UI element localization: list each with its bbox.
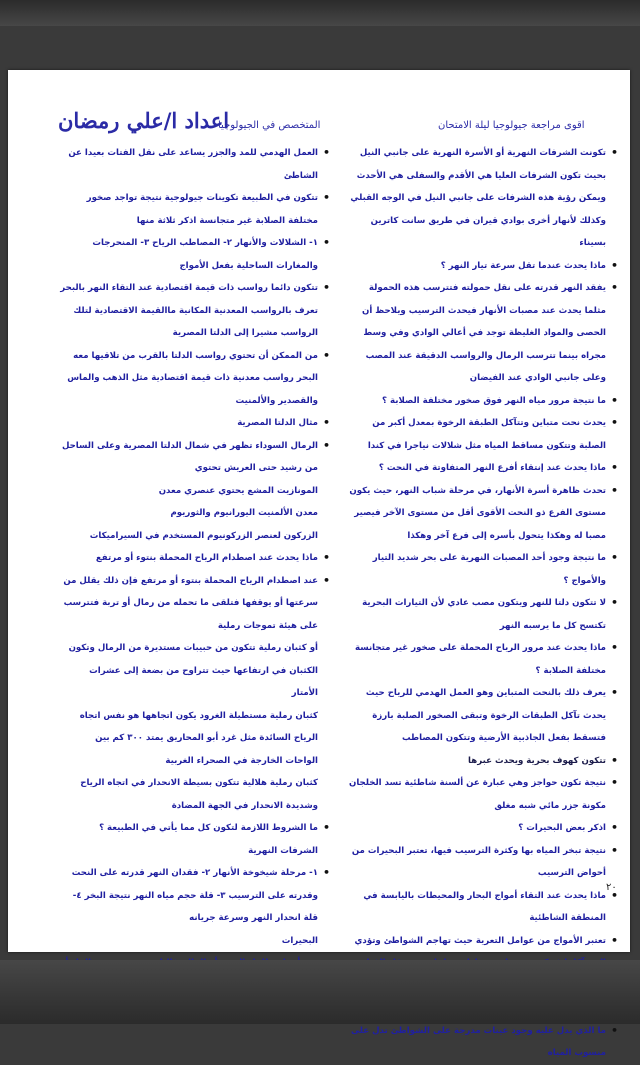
left-column <box>60 142 330 1020</box>
text-item: البحيرات <box>281 935 318 946</box>
text-item: • نتيجة تكون حواجز وهي عبارة عن ألسنة شاطئية تسد الخلجان مكونة جزر مائي شبه مغلق <box>348 772 618 817</box>
text-item: • ماذا يحدث عند اصطدام الرياح المحملة بنتوء أو مرتفع <box>60 547 330 570</box>
page-number: ٢٠ <box>606 882 617 893</box>
page-header <box>8 108 630 142</box>
text-item: • تعتبر الأمواج من عوامل التعرية حيث تهاجم الشواطئ وتؤدي <box>348 930 618 1020</box>
text-item: • العمل الهدمي للمد والجزر يساعد على نقل الفتات بعيدا عن الشاطئ <box>60 142 330 187</box>
text-item: • من الممكن أن تحتوي رواسب الدلتا بالقرب من تلاقيها معه البحر رواسب معدنية ذات قيمة اقتصادية مثل الذهب والماس والقصدير والألمنيت <box>60 345 330 413</box>
text-item: • ما نتيجة مرور مياه النهر فوق صخور مختلفة الصلابة ؟ <box>348 390 618 413</box>
text-item: • ماذا يحدث عندما تقل سرعة تيار النهر ؟ <box>348 255 618 278</box>
text-item: كثبان رملية هلالية تتكون بسيطة الانحدار في اتجاه الرياح وشديدة الانحدار في الجهة المضادة <box>80 778 318 811</box>
text-item: • الرمال السوداء تظهر في شمال الدلتا المصرية وعلى الساحل من رشيد حتى العريش تحتوي <box>60 435 330 480</box>
text-item: • ماذا يحدث عند التقاء أمواج البحار والمحيطات باليابسة في المنطقة الشاطئية <box>348 885 618 930</box>
specialist-label: المتخصص في الجيولوجيا <box>218 120 321 131</box>
text-item: • تتكون دائما رواسب ذات قيمة اقتصادية عند التقاء النهر بالبحر تعرف بالرواسب المعدنية المكانية ماالقيمة الاقتصادية لتلك الرواسب مشيرا إلى الدلتا المصرية <box>60 277 330 345</box>
text-item: • ماذا يحدث عند مرور الرياح المحملة على صخور غير متجانسة مختلفة الصلابة ؟ <box>348 637 618 682</box>
text-item: • ١- الشلالات والأنهار ٢- المصاطب الرياح ٣- المنحرجات والمغارات الساحلية بفعل الأمواج <box>60 232 330 277</box>
text-item: • تكونت الشرفات النهرية أو الأسرة النهرية على جانبي النيل بحيث تكون الشرفات العليا هي الأقدم والسفلى هي الأحدث ويمكن رؤية هذه الشرفات على جانبي النيل في الوجه القبلي وكذلك لأنهار أخرى بوادي قيران في طريق سانت كاترين بسيناء <box>348 142 618 255</box>
document-page <box>8 70 630 1058</box>
text-item: المونازيت المشع يحتوي عنصري معدن <box>158 485 318 496</box>
text-item: • تحدث ظاهرة أسرة الأنهار، في مرحلة شباب النهر، حيث يكون مستوى الفرع ذو النحت الأقوى أقل من مستوى الآخر فيصير مصبا له وهكذا يتحول بأسره إلى فرع آخر وهكذا <box>348 480 618 548</box>
text-item: • نتيجة تبخر المياه بها وكثرة الترسيب فيها، تعتبر البحيرات من أحواض الترسيب <box>348 840 618 885</box>
text-item: كثبان رملية مستطيلة الغرود يكون اتجاهها هو نفس اتجاه الرياح السائدة مثل غرد أبو المحاريق يمتد ٣٠٠ كم بين الواحات الخارجة في الصحراء الغربية <box>79 710 318 766</box>
text-item: أو كثبان رملية تتكون من حبيبات مستديرة من الرمال وتكون الكثبان في ارتفاعها حيث تتراوح من بضعة إلى عشرات الأمتار <box>68 643 318 698</box>
text-item: معدن الألمنيت اليورانيوم والثوريوم <box>170 508 318 518</box>
author-title: اعداد ا/علي رمضان <box>58 108 230 133</box>
text-item: • تتكون كهوف بحرية ويحدث عبرها <box>348 750 618 773</box>
text-item: • ما نتيجة وجود أحد المصبات النهرية على بحر شديد التيار والأمواج ؟ <box>348 547 618 592</box>
right-column <box>348 142 618 1065</box>
bottom-bar <box>0 960 640 1024</box>
text-item: • ١- مرحلة شيخوخة الأنهار ٢- فقدان النهر قدرته على النحت وقدرته على الترسيب ٣- قلة حجم مياه النهر نتيجة البخر ٤- قلة انحدار النهر وسرعة جريانه <box>60 862 330 930</box>
text-item: • يفقد النهر قدرته على نقل حمولته فتترسب هذه الحمولة مثلما يحدث عند مصبات الأنهار فيحدث الترسيب ويلاحظ أن الحصى والمواد الغليظة توجد في أعالي الوادي وفي وسط مجراه بينما تترسب الرمال والرواسب الدقيقة عند المصب وعلى جانبي الوادي عند الفيضان <box>348 277 618 390</box>
text-item: • اذكر بعض البحيرات ؟ <box>348 817 618 840</box>
text-item: • لا تتكون دلتا للنهر ويتكون مصب عادي لأن التيارات البحرية تكتسح كل ما يرسبه النهر <box>348 592 618 637</box>
text-item: • يعرف ذلك بالنحت المتباين وهو العمل الهدمي للرياح حيث يحدث تآكل الطبقات الرخوة وتبقى الصخور الصلبة بارزة فتسقط بفعل الجاذبية الأرضية وتتكون المصاطب <box>348 682 618 750</box>
review-title: اقوى مراجعة جيولوجيا ليلة الامتحان <box>438 120 585 131</box>
text-item: • تتكون في الطبيعة تكوينات جيولوجية نتيجة تواجد صخور مختلفة الصلابة غير متجانسة اذكر ثلاثة منها <box>60 187 330 232</box>
text-item: • عند اصطدام الرياح المحملة بنتوء أو مرتفع فإن ذلك يقلل من سرعتها أو يوقفها فتلقى ما تحمله من رمال أو تربة فتترسب على هيئة تموجات رملية <box>60 570 330 638</box>
text-item: • ما الشروط اللازمة لتكون كل مما يأتي في الطبيعة ؟ الشرفات النهرية <box>60 817 330 862</box>
text-item: • ماذا يحدث عند إنتقاء أفرع النهر المتفاوتة في النحت ؟ <box>348 457 618 480</box>
text-item: • مثال الدلتا المصرية <box>60 412 330 435</box>
text-item: • يحدث نحت متباين وتتآكل الطبقة الرخوة بمعدل أكبر من الصلبة وتتكون مساقط المياه مثل شلالات نياجرا في كندا <box>348 412 618 457</box>
text-item: • ما الذي يدل عليه وجود عينات مدرجة على الشواطئ تدل على منسوب المياه <box>348 1020 618 1065</box>
text-item: الزركون لعنصر الزركونيوم المستخدم في السيراميكات <box>89 530 318 541</box>
status-bar <box>0 0 640 26</box>
